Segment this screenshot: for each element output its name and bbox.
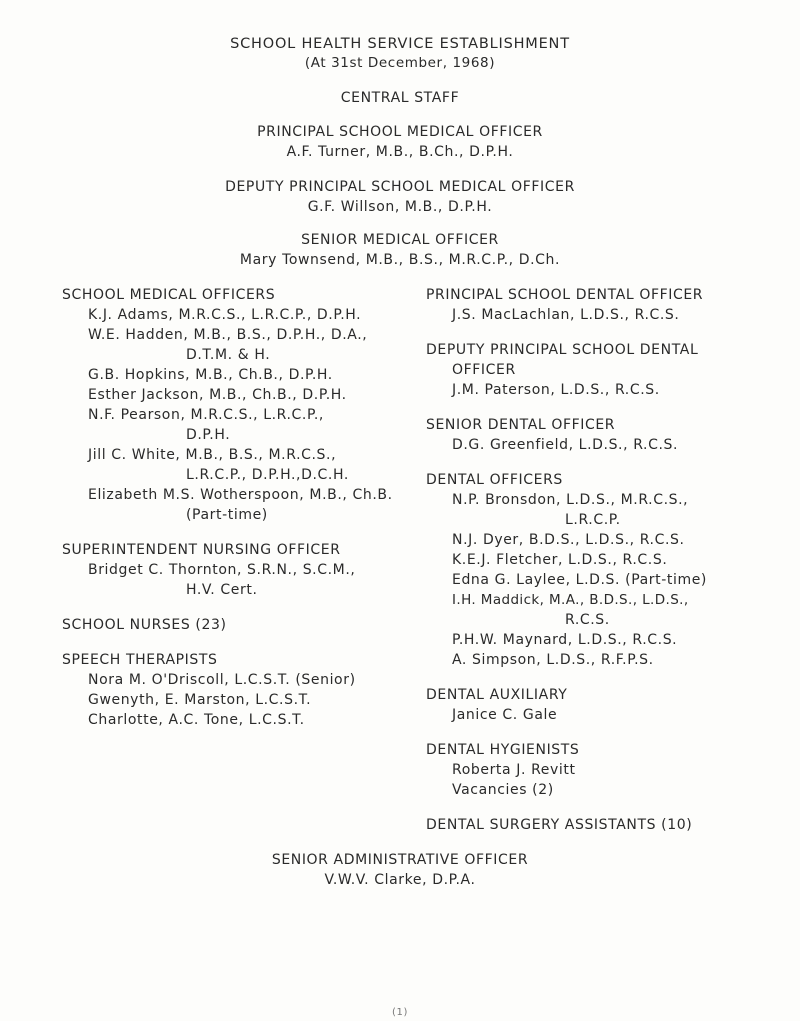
smo-entry: Elizabeth M.S. Wotherspoon, M.B., Ch.B. [88,487,393,503]
do-heading: DENTAL OFFICERS [426,472,563,488]
aux-name: Janice C. Gale [452,707,558,723]
psdo-name: J.S. MacLachlan, L.D.S., R.C.S. [452,307,680,323]
document-date: (At 31st December, 1968) [304,55,496,71]
smo-heading: SCHOOL MEDICAL OFFICERS [62,287,276,303]
sdo-name: D.G. Greenfield, L.D.S., R.C.S. [452,437,679,453]
do-entry: R.C.S. [565,612,610,628]
dpsdo-name: J.M. Paterson, L.D.S., R.C.S. [452,382,660,398]
hyg-heading: DENTAL HYGIENISTS [426,742,580,758]
do-entry: P.H.W. Maynard, L.D.S., R.C.S. [452,632,678,648]
sno-heading: SUPERINTENDENT NURSING OFFICER [62,542,341,558]
admin-heading: SENIOR ADMINISTRATIVE OFFICER [271,852,529,868]
do-entry: I.H. Maddick, M.A., B.D.S., L.D.S., [452,592,689,608]
smo-entry: L.R.C.P., D.P.H.,D.C.H. [186,467,349,483]
senior-mo-heading: SENIOR MEDICAL OFFICER [301,232,499,248]
psdo-heading: PRINCIPAL SCHOOL DENTAL OFFICER [426,287,704,303]
dpsdo-heading: DEPUTY PRINCIPAL SCHOOL DENTAL [426,342,699,358]
aux-heading: DENTAL AUXILIARY [426,687,568,703]
sno-entry: Bridget C. Thornton, S.R.N., S.C.M., [88,562,356,578]
do-entry: N.P. Bronsdon, L.D.S., M.R.C.S., [452,492,689,508]
deputy-principal-smo-name: G.F. Willson, M.B., D.P.H. [307,199,493,215]
hyg-entry: Vacancies (2) [452,782,554,798]
senior-mo-name: Mary Townsend, M.B., B.S., M.R.C.P., D.Ch. [239,252,561,268]
principal-smo-name: A.F. Turner, M.B., B.Ch., D.P.H. [286,144,514,160]
speech-entry: Charlotte, A.C. Tone, L.C.S.T. [88,712,305,728]
smo-entry: N.F. Pearson, M.R.C.S., L.R.C.P., [88,407,324,423]
smo-entry: G.B. Hopkins, M.B., Ch.B., D.P.H. [88,367,333,383]
speech-entry: Gwenyth, E. Marston, L.C.S.T. [88,692,312,708]
do-entry: N.J. Dyer, B.D.S., L.D.S., R.C.S. [452,532,685,548]
do-entry: Edna G. Laylee, L.D.S. (Part-time) [452,572,707,588]
do-entry: A. Simpson, L.D.S., R.F.P.S. [452,652,654,668]
dental-surgery-assistants: DENTAL SURGERY ASSISTANTS (10) [426,817,693,833]
smo-entry: K.J. Adams, M.R.C.S., L.R.C.P., D.P.H. [88,307,362,323]
principal-smo-heading: PRINCIPAL SCHOOL MEDICAL OFFICER [257,124,543,140]
school-nurses: SCHOOL NURSES (23) [62,617,227,633]
smo-entry: W.E. Hadden, M.B., B.S., D.P.H., D.A., [88,327,368,343]
sdo-heading: SENIOR DENTAL OFFICER [426,417,616,433]
smo-entry: Esther Jackson, M.B., Ch.B., D.P.H. [88,387,347,403]
central-staff-heading: CENTRAL STAFF [340,90,460,106]
hyg-entry: Roberta J. Revitt [452,762,576,778]
deputy-principal-smo-heading: DEPUTY PRINCIPAL SCHOOL MEDICAL OFFICER [225,179,575,195]
do-entry: L.R.C.P. [565,512,621,528]
admin-name: V.W.V. Clarke, D.P.A. [324,872,476,888]
speech-heading: SPEECH THERAPISTS [62,652,218,668]
sno-entry: H.V. Cert. [186,582,258,598]
document-title: SCHOOL HEALTH SERVICE ESTABLISHMENT [230,36,570,52]
do-entry: K.E.J. Fletcher, L.D.S., R.C.S. [452,552,668,568]
smo-entry: (Part-time) [186,507,268,523]
smo-entry: Jill C. White, M.B., B.S., M.R.C.S., [88,447,337,463]
page-number: (1) [392,1007,408,1018]
dpsdo-heading-cont: OFFICER [452,362,516,378]
smo-entry: D.P.H. [186,427,231,443]
speech-entry: Nora M. O'Driscoll, L.C.S.T. (Senior) [88,672,356,688]
smo-entry: D.T.M. & H. [186,347,271,363]
